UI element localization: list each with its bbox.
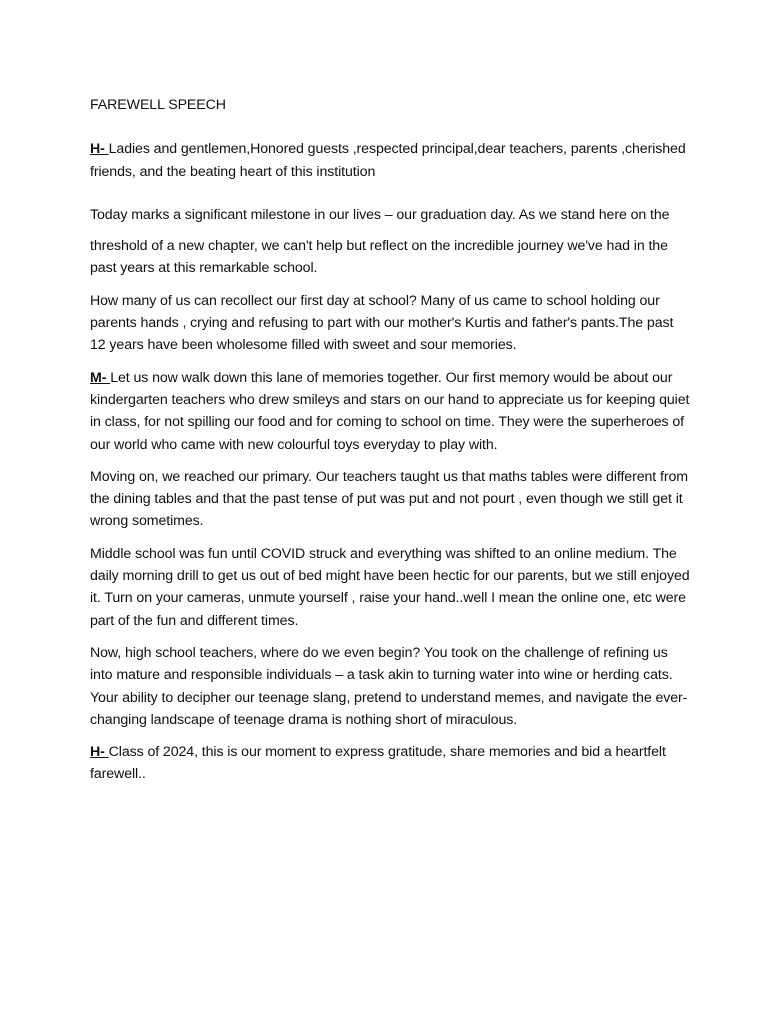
paragraph-primary xyxy=(90,466,690,533)
speaker-label: H- xyxy=(90,744,109,761)
paragraph-milestone xyxy=(90,204,690,226)
paragraph-text: Now, high school teachers, where do we even begin? You took on the challenge of refining us into mature and responsible individuals – a task akin to turning water into wine or herding cats. Your ability to decipher our teenage slang, pretend to understand memes, and navigate the ever-changing landscape of teenage drama is nothing short of miraculous. xyxy=(90,644,688,728)
page-title: FAREWELL SPEECH xyxy=(90,97,226,113)
speaker-label: M- xyxy=(90,369,111,386)
paragraph-text: Today marks a significant milestone in our lives – our graduation day. As we stand here on the xyxy=(90,206,670,223)
paragraph-text: threshold of a new chapter, we can't help but reflect on the incredible journey we've had in the past years at this remarkable school. xyxy=(90,238,668,277)
paragraph-text: Moving on, we reached our primary. Our teachers taught us that maths tables were different from the dining tables and that the past tense of put was put and not pourt , even though we still get it wrong sometimes. xyxy=(90,468,688,530)
paragraph-middle-school xyxy=(90,543,690,632)
speaker-label: H- xyxy=(90,141,109,158)
paragraph-text: Let us now walk down this lane of memories together. Our first memory would be about our kindergarten teachers who drew smileys and stars on our hand to appreciate us for keeping quiet in class, for not spilling our food and for coming to school on time. They were the superheroes of our world who came with new colourful toys everyday to play with. xyxy=(90,369,690,453)
paragraph-text: Middle school was fun until COVID struck and everything was shifted to an online medium. The daily morning drill to get us out of bed might have been hectic for our parents, but we still enjoyed it. Turn on your cameras, unmute yourself , raise your hand..well I mean the online one, etc were part of the fun and different times. xyxy=(90,545,690,629)
paragraph-text: How many of us can recollect our first day at school? Many of us came to school holding our parents hands , crying and refusing to part with our mother's Kurtis and father's pants.The past 12 years have been wholesome filled with sweet and sour memories. xyxy=(90,292,674,354)
paragraph-threshold xyxy=(90,235,690,280)
paragraph-greeting xyxy=(90,138,690,183)
paragraph-class-2024 xyxy=(90,741,690,786)
paragraph-memories xyxy=(90,367,690,456)
paragraph-text: Class of 2024, this is our moment to express gratitude, share memories and bid a heartfelt farewell.. xyxy=(90,744,666,783)
paragraph-first-day xyxy=(90,290,690,357)
paragraph-text: Ladies and gentlemen,Honored guests ,respected principal,dear teachers, parents ,cherished friends, and the beating heart of this institution xyxy=(90,141,686,180)
document-page xyxy=(90,94,690,796)
paragraph-high-school xyxy=(90,642,690,731)
